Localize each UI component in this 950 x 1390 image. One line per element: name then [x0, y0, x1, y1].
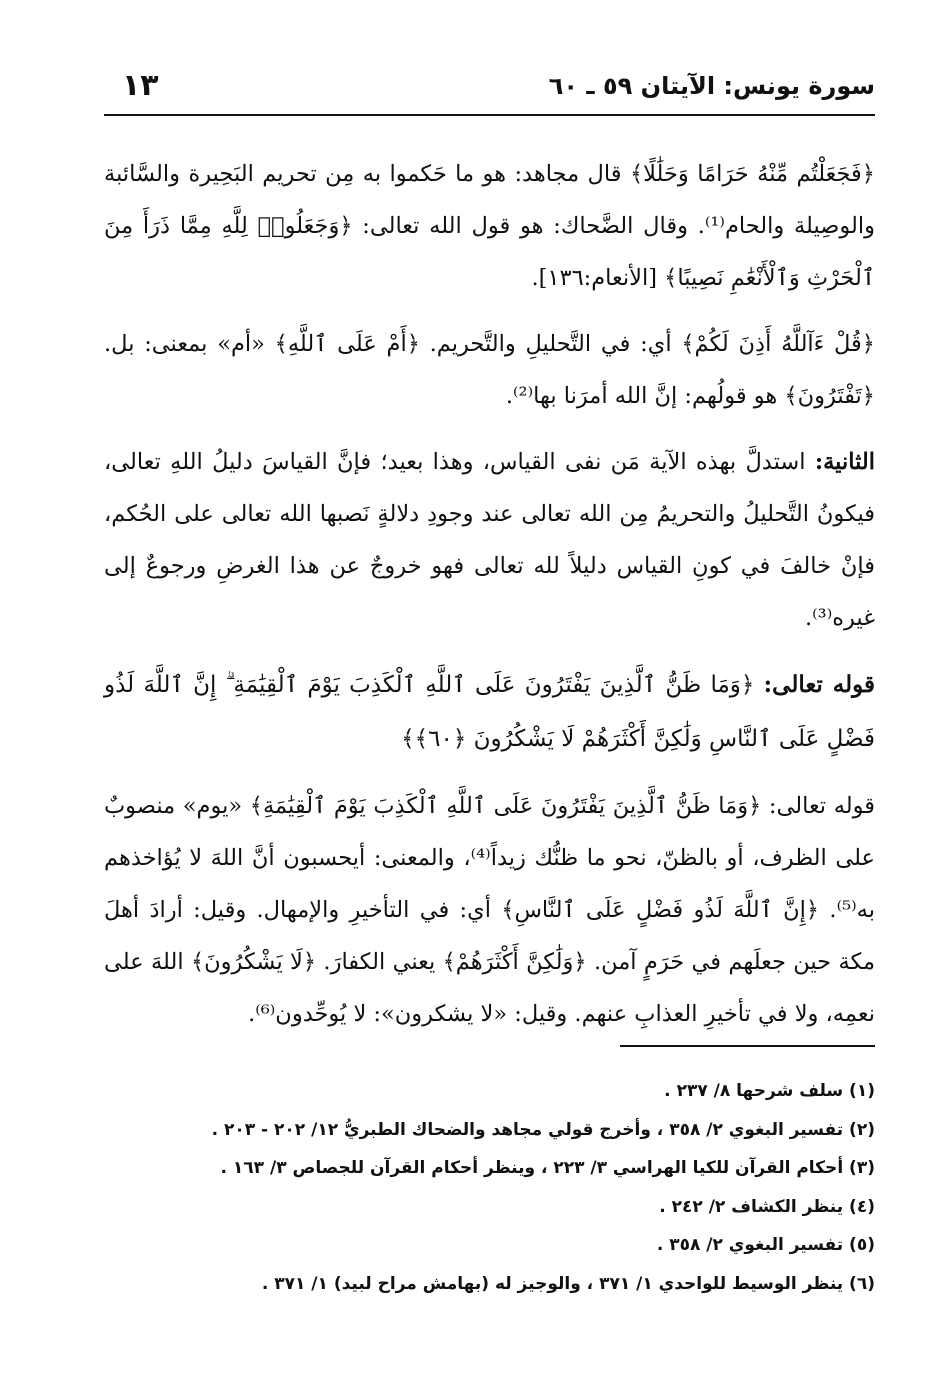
- paragraph-1: ﴿فَجَعَلْتُم مِّنْهُ حَرَامًا وَحَلَٰلًا﴾ قال مجاهد: هو ما حَكموا به مِن تحريم البَحِيرة والسَّائبة والوصِيلة والحام⁽¹⁾. وقال الضَّحاك: هو قول الله تعالى: ﴿وَجَعَلُوا۟ لِلَّهِ مِمَّا ذَرَأَ مِنَ ٱلْحَرْثِ وَٱلْأَنْعَٰمِ نَصِيبًا﴾ [الأنعام:١٣٦].: [104, 161, 875, 291]
- footnote-3: (٣) أحكام القرآن للكيا الهراسي ٣/ ٢٢٣ ، وينظر أحكام القرآن للجصاص ٣/ ١٦٣ .: [220, 1158, 875, 1178]
- main-text: [104, 148, 875, 1054]
- verse-heading-lead: قوله تعالى:: [763, 671, 876, 698]
- footnote-2: (٢) تفسير البغوي ٢/ ٣٥٨ ، وأخرج قولي مجاهد والضحاك الطبريُّ ١٢/ ٢٠٢ - ٢٠٣ .: [211, 1119, 875, 1140]
- paragraph-3-text: استدلَّ بهذه الآية مَن نفى القياس، وهذا بعيد؛ فإنَّ القياسَ دليلُ اللهِ تعالى، فيكونُ التَّحليلُ والتحريمُ مِن الله تعالى عند وجودِ دلالةٍ نَصبها الله تعالى على الحُكم، فإنْ خالفَ في كونِ القياس دليلاً لله تعالى فهو خروجٌ عن هذا الغرضِ ورجوعٌ إلى غيره⁽³⁾.: [104, 449, 875, 631]
- page-header: [104, 62, 875, 116]
- verse-heading: [104, 658, 875, 766]
- footnote-6: (٦) ينظر الوسيط للواحدي ١/ ٣٧١ ، والوجيز له (بهامش مراح لبيد) ١/ ٣٧١ .: [261, 1273, 875, 1294]
- page-number: ١٣: [122, 68, 159, 103]
- footnote-separator: [620, 1045, 875, 1047]
- paragraph-3: [104, 436, 875, 644]
- verse-heading-text: ﴿وَمَا ظَنُّ ٱلَّذِينَ يَفْتَرُونَ عَلَى ٱللَّهِ ٱلْكَذِبَ يَوْمَ ٱلْقِيَٰمَةِ ۗ إِنَّ ٱللَّهَ لَذُو فَضْلٍ عَلَى ٱلنَّاسِ وَلَٰكِنَّ أَكْثَرَهُمْ لَا يَشْكُرُونَ ﴿٦٠﴾﴾: [104, 672, 875, 752]
- running-title: سورة يونس: الآيتان ٥٩ ـ ٦٠: [548, 72, 875, 100]
- paragraph-4: قوله تعالى: ﴿وَمَا ظَنُّ ٱلَّذِينَ يَفْتَرُونَ عَلَى ٱللَّهِ ٱلْكَذِبَ يَوْمَ ٱلْقِيَٰمَةِ﴾ «يوم» منصوبٌ على الظرف، أو بالظنّ، نحو ما ظنُّك زيداً⁽⁴⁾، والمعنى: أيحسبون أنَّ اللهَ لا يُؤاخذهم به⁽⁵⁾. ﴿إِنَّ ٱللَّهَ لَذُو فَضْلٍ عَلَى ٱلنَّاسِ﴾ أي: في التأخيرِ والإمهال. وقيل: أرادَ أهلَ مكة حين جعلَهم في حَرَمٍ آمن. ﴿وَلَٰكِنَّ أَكْثَرَهُمْ﴾ يعني الكفارَ. ﴿لَا يَشْكُرُونَ﴾ اللهَ على نعمِه، ولا في تأخيرِ العذابِ عنهم. وقيل: «لا يشكرون»: لا يُوحِّدون⁽⁶⁾.: [104, 793, 875, 1027]
- footnotes: [104, 1072, 875, 1303]
- paragraph-3-lead: الثانية:: [814, 449, 875, 475]
- paragraph-2: ﴿قُلْ ءَآللَّهُ أَذِنَ لَكُمْ﴾ أي: في التَّحليلِ والتَّحريم. ﴿أَمْ عَلَى ٱللَّهِ﴾ «أم» بمعنى: بل. ﴿تَفْتَرُونَ﴾ هو قولُهم: إنَّ الله أمرَنا بها⁽²⁾.: [104, 331, 875, 409]
- footnote-4: (٤) ينظر الكشاف ٢/ ٢٤٢ .: [659, 1196, 875, 1217]
- footnote-1: (١) سلف شرحها ٨/ ٢٣٧ .: [664, 1081, 875, 1101]
- footnote-5: (٥) تفسير البغوي ٢/ ٣٥٨ .: [656, 1235, 875, 1255]
